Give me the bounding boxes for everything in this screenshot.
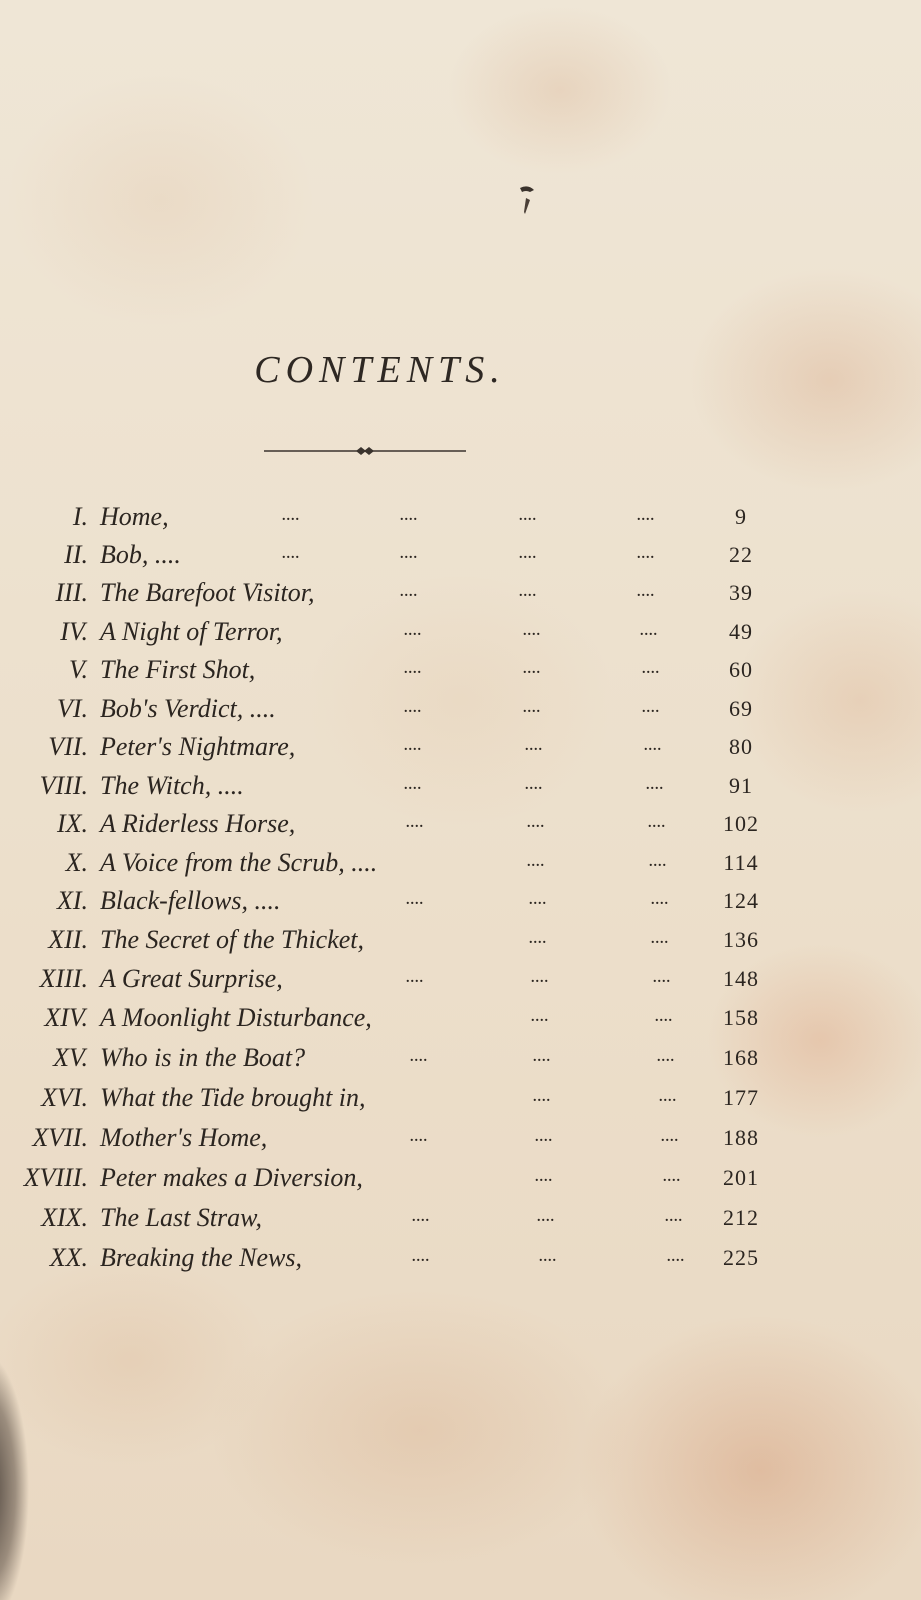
- chapter-title: Breaking the News,: [100, 1243, 302, 1272]
- chapter-number: XIX.: [41, 1203, 88, 1232]
- page-number: 69: [729, 696, 753, 721]
- dot-leader: ....: [637, 509, 655, 524]
- dot-leader: ....: [529, 893, 547, 908]
- chapter-title: A Riderless Horse,: [100, 809, 296, 838]
- dot-leader: ....: [533, 1090, 551, 1105]
- chapter-title: A Great Surprise,: [100, 964, 283, 993]
- dot-leader: ....: [659, 1090, 677, 1105]
- toc-row: [0, 883, 921, 919]
- dot-leader: ....: [282, 547, 300, 562]
- toc-row: [0, 575, 921, 611]
- chapter-title: The Barefoot Visitor,: [100, 578, 315, 607]
- dot-leader: ....: [637, 547, 655, 562]
- chapter-title: Bob, ....: [100, 540, 181, 569]
- chapter-title: A Night of Terror,: [100, 617, 283, 646]
- dot-leader: ....: [400, 547, 418, 562]
- dot-leader: ....: [410, 1130, 428, 1145]
- contents-heading: CONTENTS.: [254, 349, 506, 391]
- page-number: 60: [729, 657, 753, 682]
- ink-mark-icon: [516, 182, 540, 218]
- dot-leader: ....: [646, 778, 664, 793]
- dot-leader: ....: [651, 932, 669, 947]
- chapter-number: V.: [68, 655, 88, 684]
- dot-leader: ....: [404, 778, 422, 793]
- chapter-title: A Moonlight Disturbance,: [100, 1003, 372, 1032]
- chapter-number: XIV.: [44, 1003, 88, 1032]
- dot-leader: ....: [529, 932, 547, 947]
- dot-leader: ....: [404, 662, 422, 677]
- dot-leader: ....: [642, 662, 660, 677]
- dot-leader: ....: [533, 1050, 551, 1065]
- dot-leader: ....: [648, 816, 666, 831]
- chapter-number: XVI.: [41, 1083, 88, 1112]
- toc-row: [0, 614, 921, 650]
- dot-leader: ....: [519, 509, 537, 524]
- toc-row: [0, 537, 921, 573]
- dot-leader: ....: [651, 893, 669, 908]
- page-number: 114: [723, 850, 759, 875]
- chapter-title: What the Tide brought in,: [100, 1083, 366, 1112]
- dot-leader: ....: [649, 855, 667, 870]
- chapter-number: VI.: [56, 694, 88, 723]
- toc-row: [0, 1240, 921, 1276]
- dot-leader: ....: [400, 509, 418, 524]
- chapter-number: XVII.: [32, 1123, 88, 1152]
- dot-leader: ....: [665, 1210, 683, 1225]
- page-number: 148: [723, 966, 759, 991]
- page-number: 168: [723, 1045, 759, 1070]
- dot-leader: ....: [523, 624, 541, 639]
- toc-row: [0, 845, 921, 881]
- dot-leader: ....: [404, 701, 422, 716]
- dot-leader: ....: [412, 1250, 430, 1265]
- dot-leader: ....: [400, 585, 418, 600]
- chapter-title: The Witch, ....: [100, 771, 244, 800]
- dot-leader: ....: [525, 739, 543, 754]
- chapter-title: A Voice from the Scrub, ....: [100, 848, 378, 877]
- chapter-number: XII.: [48, 925, 88, 954]
- dot-leader: ....: [644, 739, 662, 754]
- page-number: 102: [723, 811, 759, 836]
- dot-leader: ....: [410, 1050, 428, 1065]
- chapter-number: VIII.: [39, 771, 88, 800]
- toc-row: [0, 1040, 921, 1076]
- page-number: 49: [729, 619, 753, 644]
- page-number: 124: [723, 888, 759, 913]
- dot-leader: ....: [412, 1210, 430, 1225]
- chapter-number: I.: [72, 502, 88, 531]
- dot-leader: ....: [531, 1010, 549, 1025]
- chapter-number: III.: [55, 578, 88, 607]
- toc-row: [0, 1120, 921, 1156]
- page-number: 188: [723, 1125, 759, 1150]
- dot-leader: ....: [406, 971, 424, 986]
- chapter-title: The Last Straw,: [100, 1203, 263, 1232]
- toc-row: [0, 1000, 921, 1036]
- dot-leader: ....: [527, 816, 545, 831]
- dot-leader: ....: [519, 547, 537, 562]
- toc-row: [0, 499, 921, 535]
- dot-leader: ....: [539, 1250, 557, 1265]
- toc-row: [0, 652, 921, 688]
- chapter-number: IV.: [60, 617, 88, 646]
- dot-leader: ....: [637, 585, 655, 600]
- toc-row: [0, 806, 921, 842]
- dot-leader: ....: [663, 1170, 681, 1185]
- heading-ornament-rule: [264, 446, 466, 456]
- dot-leader: ....: [537, 1210, 555, 1225]
- chapter-title: Who is in the Boat?: [100, 1043, 306, 1072]
- chapter-title: Peter makes a Diversion,: [100, 1163, 363, 1192]
- toc-row: [0, 729, 921, 765]
- dot-leader: ....: [640, 624, 658, 639]
- page-number: 136: [723, 927, 759, 952]
- chapter-title: Mother's Home,: [100, 1123, 268, 1152]
- page-number: 9: [735, 504, 747, 529]
- chapter-title: Black-fellows, ....: [100, 886, 281, 915]
- page-number: 91: [729, 773, 753, 798]
- dot-leader: ....: [642, 701, 660, 716]
- chapter-number: XX.: [49, 1243, 88, 1272]
- chapter-number: II.: [64, 540, 88, 569]
- toc-row: [0, 922, 921, 958]
- page-number: 177: [723, 1085, 759, 1110]
- chapter-title: The First Shot,: [100, 655, 256, 684]
- chapter-title: The Secret of the Thicket,: [100, 925, 365, 954]
- page-number: 225: [723, 1245, 759, 1270]
- dot-leader: ....: [282, 509, 300, 524]
- dot-leader: ....: [406, 816, 424, 831]
- dot-leader: ....: [519, 585, 537, 600]
- dot-leader: ....: [653, 971, 671, 986]
- dot-leader: ....: [406, 893, 424, 908]
- page-number: 201: [723, 1165, 759, 1190]
- chapter-number: X.: [65, 848, 88, 877]
- page-number: 22: [729, 542, 753, 567]
- dot-leader: ....: [655, 1010, 673, 1025]
- page-edge-shadow: [0, 1300, 70, 1600]
- toc-row: [0, 1160, 921, 1196]
- toc-row: [0, 1080, 921, 1116]
- chapter-number: XIII.: [39, 964, 88, 993]
- chapter-title: Home,: [100, 502, 169, 531]
- dot-leader: ....: [527, 855, 545, 870]
- chapter-number: XVIII.: [23, 1163, 88, 1192]
- dot-leader: ....: [531, 971, 549, 986]
- dot-leader: ....: [525, 778, 543, 793]
- toc-row: [0, 961, 921, 997]
- chapter-number: XV.: [53, 1043, 88, 1072]
- dot-leader: ....: [667, 1250, 685, 1265]
- dot-leader: ....: [535, 1170, 553, 1185]
- dot-leader: ....: [535, 1130, 553, 1145]
- dot-leader: ....: [523, 662, 541, 677]
- dot-leader: ....: [657, 1050, 675, 1065]
- toc-row: [0, 691, 921, 727]
- page-number: 158: [723, 1005, 759, 1030]
- chapter-number: IX.: [56, 809, 88, 838]
- page-number: 80: [729, 734, 753, 759]
- dot-leader: ....: [404, 739, 422, 754]
- toc-row: [0, 768, 921, 804]
- chapter-title: Bob's Verdict, ....: [100, 694, 276, 723]
- dot-leader: ....: [661, 1130, 679, 1145]
- page-number: 212: [723, 1205, 759, 1230]
- chapter-number: XI.: [56, 886, 88, 915]
- chapter-title: Peter's Nightmare,: [100, 732, 296, 761]
- toc-row: [0, 1200, 921, 1236]
- dot-leader: ....: [404, 624, 422, 639]
- dot-leader: ....: [523, 701, 541, 716]
- page-number: 39: [729, 580, 753, 605]
- chapter-number: VII.: [48, 732, 88, 761]
